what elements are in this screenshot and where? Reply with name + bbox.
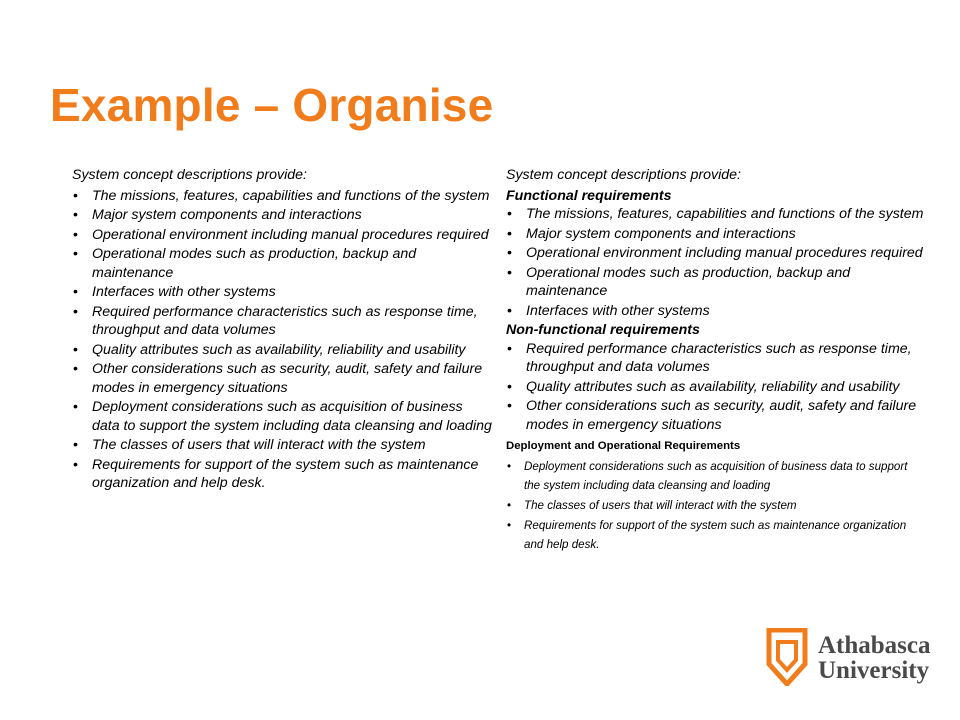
list-item: • The missions, features, capabilities and functions of the system: [506, 205, 924, 224]
functional-list: [506, 205, 924, 320]
functional-heading: Functional requirements: [506, 187, 672, 204]
logo-line-1: Athabasca: [818, 632, 931, 659]
list-item: • Interfaces with other systems: [506, 302, 924, 321]
list-item: • Other considerations such as security, audit, safety and failure modes in emergency situations: [72, 360, 492, 397]
list-item: • Deployment considerations such as acquisition of business data to support the system including data cleansing and loading: [506, 457, 924, 495]
list-item: • The missions, features, capabilities and functions of the system: [72, 187, 492, 206]
nonfunctional-heading: Non-functional requirements: [506, 322, 700, 338]
list-item: • The classes of users that will interact with the system: [506, 496, 924, 515]
right-column: [506, 166, 924, 555]
nonfunctional-list: [506, 340, 924, 435]
list-item: • Required performance characteristics such as response time, throughput and data volumes: [72, 303, 492, 340]
logo-line-2: University: [818, 657, 930, 684]
list-item: • Operational modes such as production, backup and maintenance: [506, 264, 924, 301]
athabasca-university-logo: [766, 628, 936, 688]
left-list: [72, 187, 492, 493]
list-item: • Requirements for support of the system such as maintenance organization and help desk.: [506, 516, 924, 554]
deployment-heading: Deployment and Operational Requirements: [506, 440, 741, 452]
list-item: • Major system components and interactions: [506, 225, 924, 244]
list-item: • Operational environment including manual procedures required: [506, 244, 924, 263]
list-item: • Deployment considerations such as acquisition of business data to support the system including data cleansing and loading: [72, 398, 492, 435]
left-intro: System concept descriptions provide:: [72, 167, 307, 183]
list-item: • Interfaces with other systems: [72, 283, 492, 302]
list-item: • The classes of users that will interact with the system: [72, 436, 492, 455]
left-column: [72, 166, 492, 494]
list-item: • Other considerations such as security, audit, safety and failure modes in emergency situations: [506, 397, 924, 434]
slide-title: Example – Organise: [50, 79, 494, 131]
list-item: • Operational modes such as production, backup and maintenance: [72, 245, 492, 282]
list-item: • Major system components and interactions: [72, 206, 492, 225]
list-item: • Quality attributes such as availability, reliability and usability: [506, 378, 924, 397]
deployment-list: [506, 457, 924, 554]
right-intro: System concept descriptions provide:: [506, 167, 741, 183]
list-item: • Requirements for support of the system such as maintenance organization and help desk.: [72, 456, 492, 493]
shield-icon: [766, 628, 808, 686]
list-item: • Quality attributes such as availability, reliability and usability: [72, 341, 492, 360]
list-item: • Operational environment including manual procedures required: [72, 226, 492, 245]
list-item: • Required performance characteristics such as response time, throughput and data volumes: [506, 340, 924, 377]
